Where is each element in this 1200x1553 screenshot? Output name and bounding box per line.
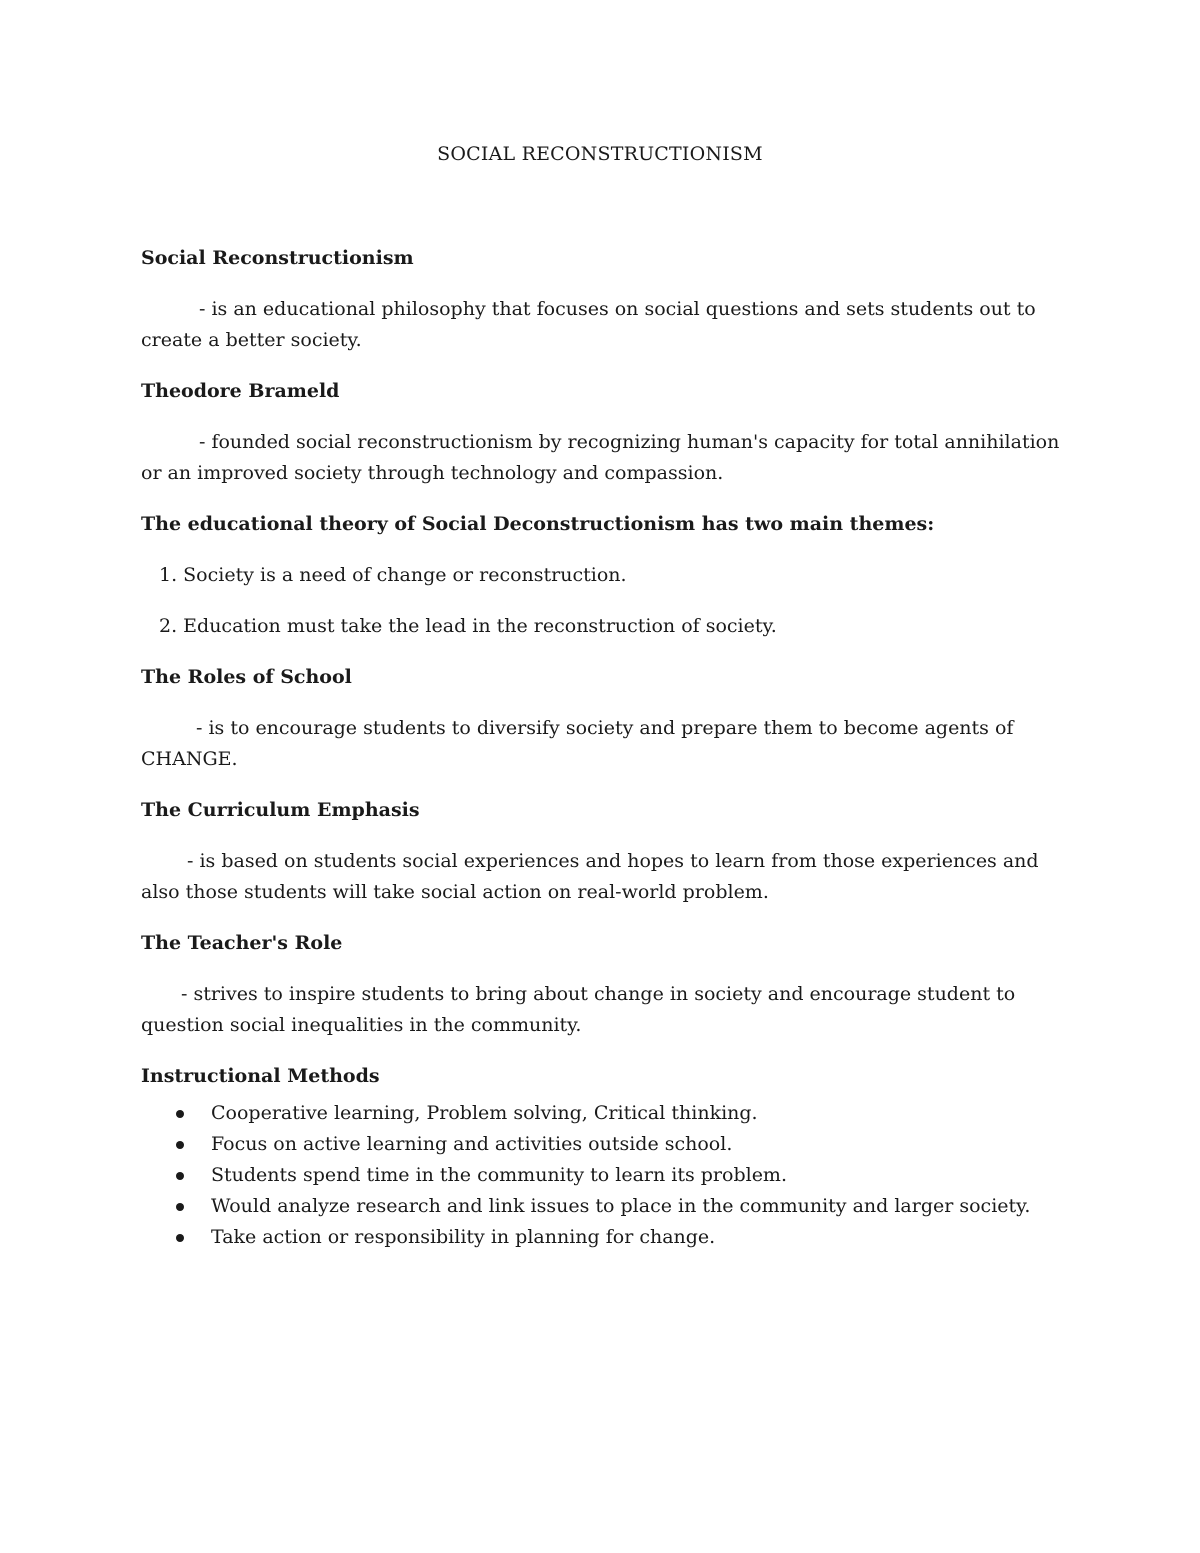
numbered-item-1: 1. Society is a need of change or reconstruction. [159,564,627,586]
section-heading-instructional-methods: Instructional Methods [141,1065,380,1087]
list-item-text: Focus on active learning and activities outside school. [211,1133,733,1155]
section-heading-teachers-role: The Teacher's Role [141,932,343,954]
list-item [141,1222,1071,1253]
list-item [141,1191,1071,1222]
bullet-list [141,1098,1071,1253]
list-item [141,1160,1071,1191]
document-title: SOCIAL RECONSTRUCTIONISM [437,143,763,165]
bullet-icon [176,1172,184,1180]
list-item [141,1129,1071,1160]
section-heading-curriculum-emphasis: The Curriculum Emphasis [141,799,420,821]
bullet-icon [176,1203,184,1211]
section-heading-social-reconstructionism: Social Reconstructionism [141,247,414,269]
list-item-text: Would analyze research and link issues to place in the community and larger society. [211,1195,1031,1217]
section-text-teachers-role: - strives to inspire students to bring about change in society and encourage student to question social inequalities in the community. [141,983,1016,1036]
section-text-theodore-brameld: - founded social reconstructionism by recognizing human's capacity for total annihilation or an improved society through technology and compassion. [141,431,1060,484]
bullet-icon [176,1110,184,1118]
section-heading-theodore-brameld: Theodore Brameld [141,380,340,402]
list-item-text: Take action or responsibility in planning for change. [211,1226,716,1248]
section-text-curriculum-emphasis: - is based on students social experiences and hopes to learn from those experiences and also those students will take social action on real-world problem. [141,850,1039,903]
section-heading-roles-of-school: The Roles of School [141,666,352,688]
numbered-item-2: 2. Education must take the lead in the reconstruction of society. [159,615,777,637]
list-item-text: Students spend time in the community to learn its problem. [211,1164,787,1186]
document-body [141,243,1071,1253]
bullet-icon [176,1234,184,1242]
list-item [141,1098,1071,1129]
section-text-social-reconstructionism: - is an educational philosophy that focuses on social questions and sets students out to create a better society. [141,298,1036,351]
list-item-text: Cooperative learning, Problem solving, Critical thinking. [211,1102,758,1124]
section-heading-themes: The educational theory of Social Deconstructionism has two main themes: [141,513,935,535]
bullet-icon [176,1141,184,1149]
section-text-roles-of-school: - is to encourage students to diversify society and prepare them to become agents of CHANGE. [141,717,1014,770]
